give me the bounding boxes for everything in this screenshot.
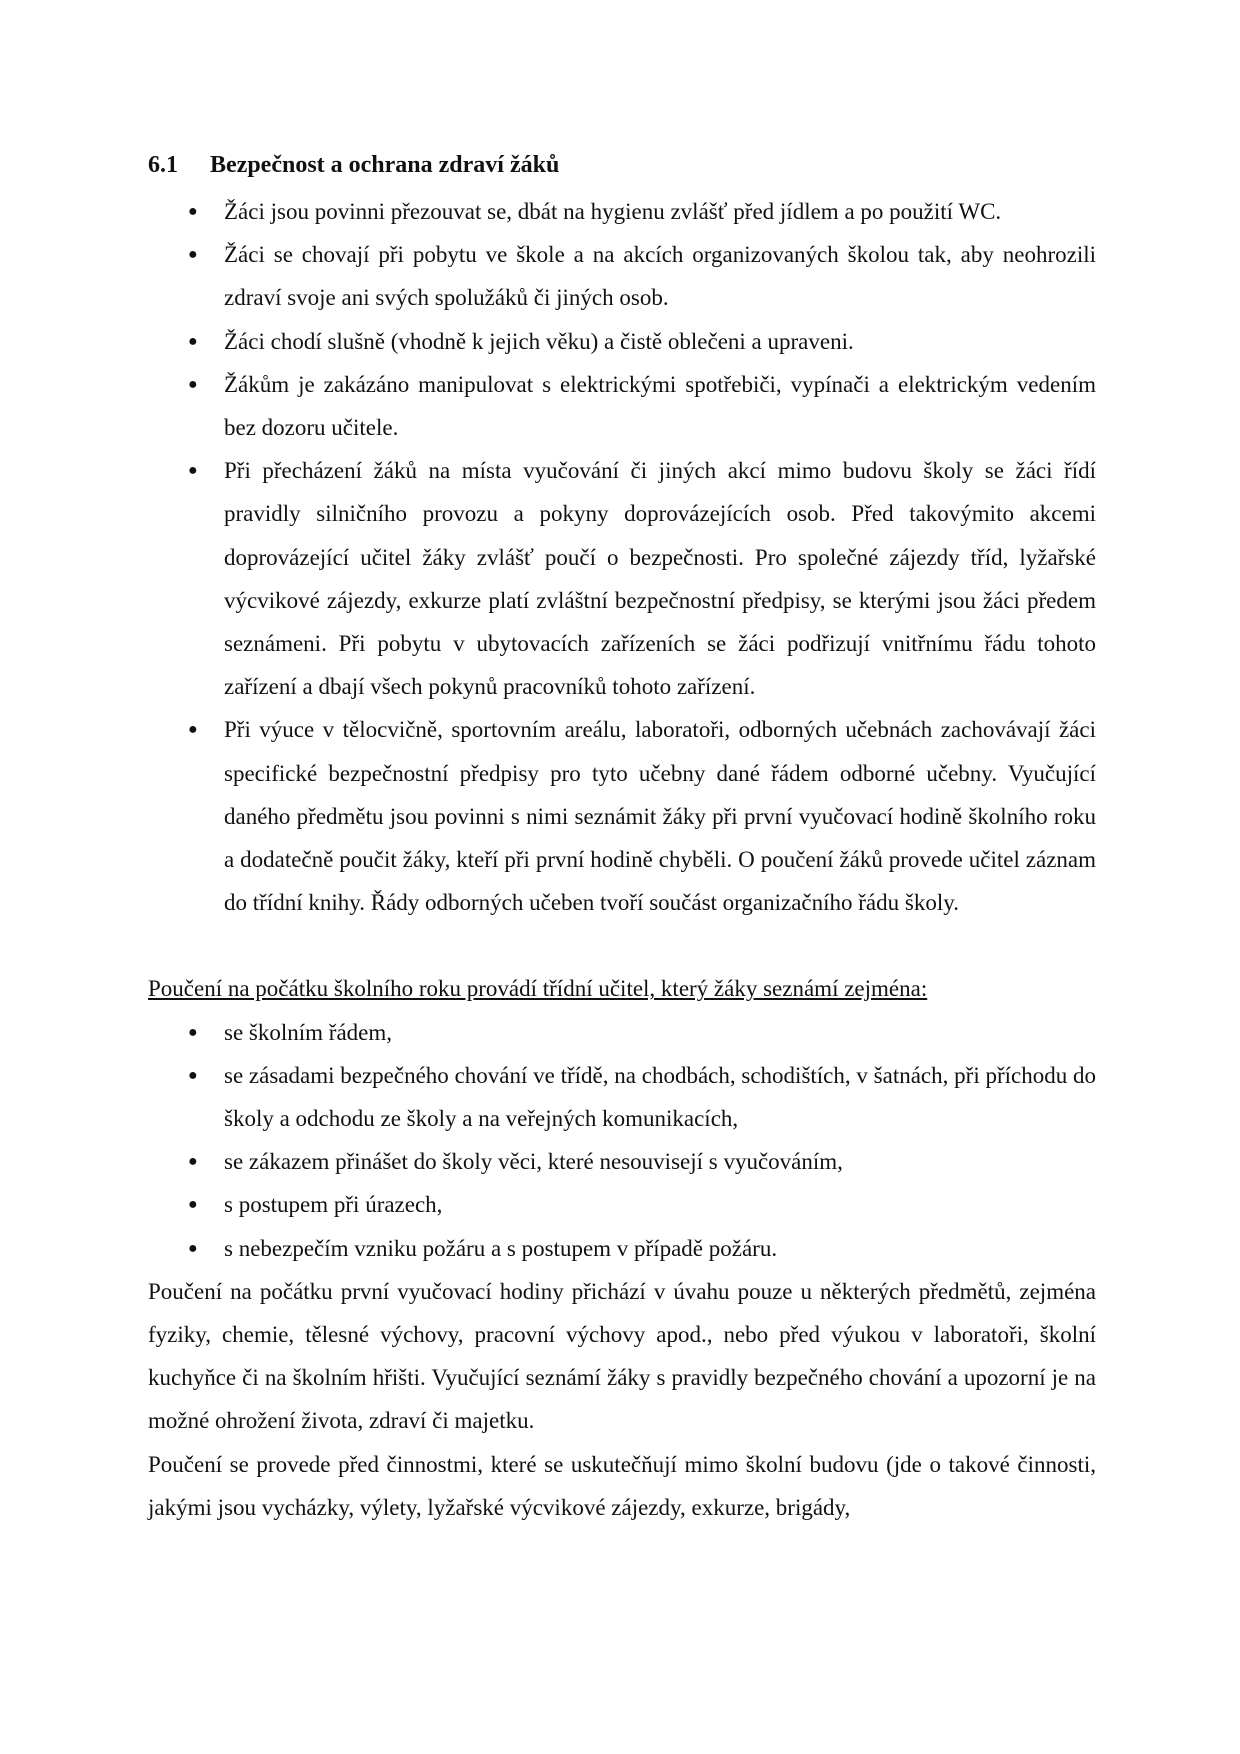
list-item-text: Při přecházení žáků na místa vyučování či jiných akcí mimo budovu školy se žáci řídí pravidly silničního provozu a pokyny doprovázejících osob. Před takovýmito akcemi doprovázející učitel žáky zvlášť poučí o bezpečnosti. Pro společné zájezdy tříd, lyžařské výcvikové zájezdy, exkurze platí zvláštní bezpečnostní předpisy, se kterými jsou žáci předem seznámeni. Při pobytu v ubytovacích zařízeních se žáci podřizují vnitřnímu řádu tohoto zařízení a dbají všech pokynů pracovníků tohoto zařízení. bbox=[224, 458, 1096, 700]
list-item bbox=[148, 363, 1096, 449]
bullet-icon: ● bbox=[188, 462, 198, 480]
section-title: Bezpečnost a ochrana zdraví žáků bbox=[210, 152, 560, 178]
list-item bbox=[148, 1140, 1096, 1183]
document-page bbox=[148, 150, 1096, 1529]
list-item-text: Při výuce v tělocvičně, sportovním areálu, laboratoři, odborných učebnách zachovávají žáci specifické bezpečnostní předpisy pro tyto učebny dané řádem odborné učebny. Vyučující daného předmětu jsou povinni s nimi seznámit žáky při první vyučovací hodině školního roku a dodatečně poučit žáky, kteří při první hodině chyběli. O poučení žáků provede učitel záznam do třídní knihy. Řády odborných učeben tvoří součást organizačního řádu školy. bbox=[224, 717, 1096, 916]
list-item-text: se zákazem přinášet do školy věci, které nesouvisejí s vyučováním, bbox=[224, 1149, 843, 1175]
list-item-text: Žáci chodí slušně (vhodně k jejich věku) a čistě oblečeni a upraveni. bbox=[224, 328, 854, 354]
list-item-text: Žáci jsou povinni přezouvat se, dbát na hygienu zvlášť před jídlem a po použití WC. bbox=[224, 199, 1002, 224]
bullet-icon: ● bbox=[188, 246, 198, 264]
bullet-icon: ● bbox=[188, 203, 198, 220]
list-item-text: se zásadami bezpečného chování ve třídě, na chodbách, schodištích, v šatnách, při příchodu do školy a odchodu ze školy a na veřejných komunikacích, bbox=[224, 1062, 1096, 1132]
section-number: 6.1 bbox=[148, 152, 178, 178]
spacer bbox=[148, 924, 1096, 967]
bullet-icon: ● bbox=[188, 1196, 198, 1214]
instruction-list bbox=[148, 1011, 1096, 1270]
safety-rules-list bbox=[148, 190, 1096, 924]
bullet-icon: ● bbox=[188, 332, 198, 350]
bullet-icon: ● bbox=[188, 721, 198, 739]
section-heading bbox=[148, 150, 1096, 180]
list-item bbox=[148, 1054, 1096, 1140]
bullet-icon: ● bbox=[188, 1023, 198, 1041]
list-item bbox=[148, 320, 1096, 363]
paragraph: Poučení na počátku první vyučovací hodiny přichází v úvahu pouze u některých předmětů, zejména fyziky, chemie, tělesné výchovy, pracovní výchovy apod., nebo před výukou v laboratoři, školní kuchyňce či na školním hřišti. Vyučující seznámí žáky s pravidly bezpečného chování a upozorní je na možné ohrožení života, zdraví či majetku. bbox=[148, 1278, 1096, 1434]
list-item bbox=[148, 449, 1096, 708]
instruction-intro: Poučení na počátku školního roku provádí třídní učitel, který žáky seznámí zejména: bbox=[148, 976, 928, 1002]
list-item-text: Žáci se chovají při pobytu ve škole a na akcích organizovaných školou tak, aby neohrozili zdraví svoje ani svých spolužáků či jiných osob. bbox=[224, 242, 1096, 311]
paragraph: Poučení se provede před činnostmi, které se uskutečňují mimo školní budovu (jde o takové činnosti, jakými jsou vycházky, výlety, lyžařské výcvikové zájezdy, exkurze, brigády, bbox=[148, 1451, 1096, 1520]
bullet-icon: ● bbox=[188, 375, 198, 393]
list-item bbox=[148, 1011, 1096, 1054]
bullet-icon: ● bbox=[188, 1153, 198, 1171]
list-item-text: s postupem při úrazech, bbox=[224, 1192, 443, 1218]
list-item bbox=[148, 1227, 1096, 1270]
list-item bbox=[148, 708, 1096, 924]
list-item-text: Žákům je zakázáno manipulovat s elektrickými spotřebiči, vypínači a elektrickým vedením bez dozoru učitele. bbox=[224, 371, 1096, 441]
list-item-text: s nebezpečím vzniku požáru a s postupem v případě požáru. bbox=[224, 1235, 778, 1261]
list-item-text: se školním řádem, bbox=[224, 1019, 392, 1045]
list-item bbox=[148, 1183, 1096, 1226]
list-item bbox=[148, 190, 1096, 233]
bullet-icon: ● bbox=[188, 1239, 198, 1257]
bullet-icon: ● bbox=[188, 1066, 198, 1084]
list-item bbox=[148, 233, 1096, 319]
